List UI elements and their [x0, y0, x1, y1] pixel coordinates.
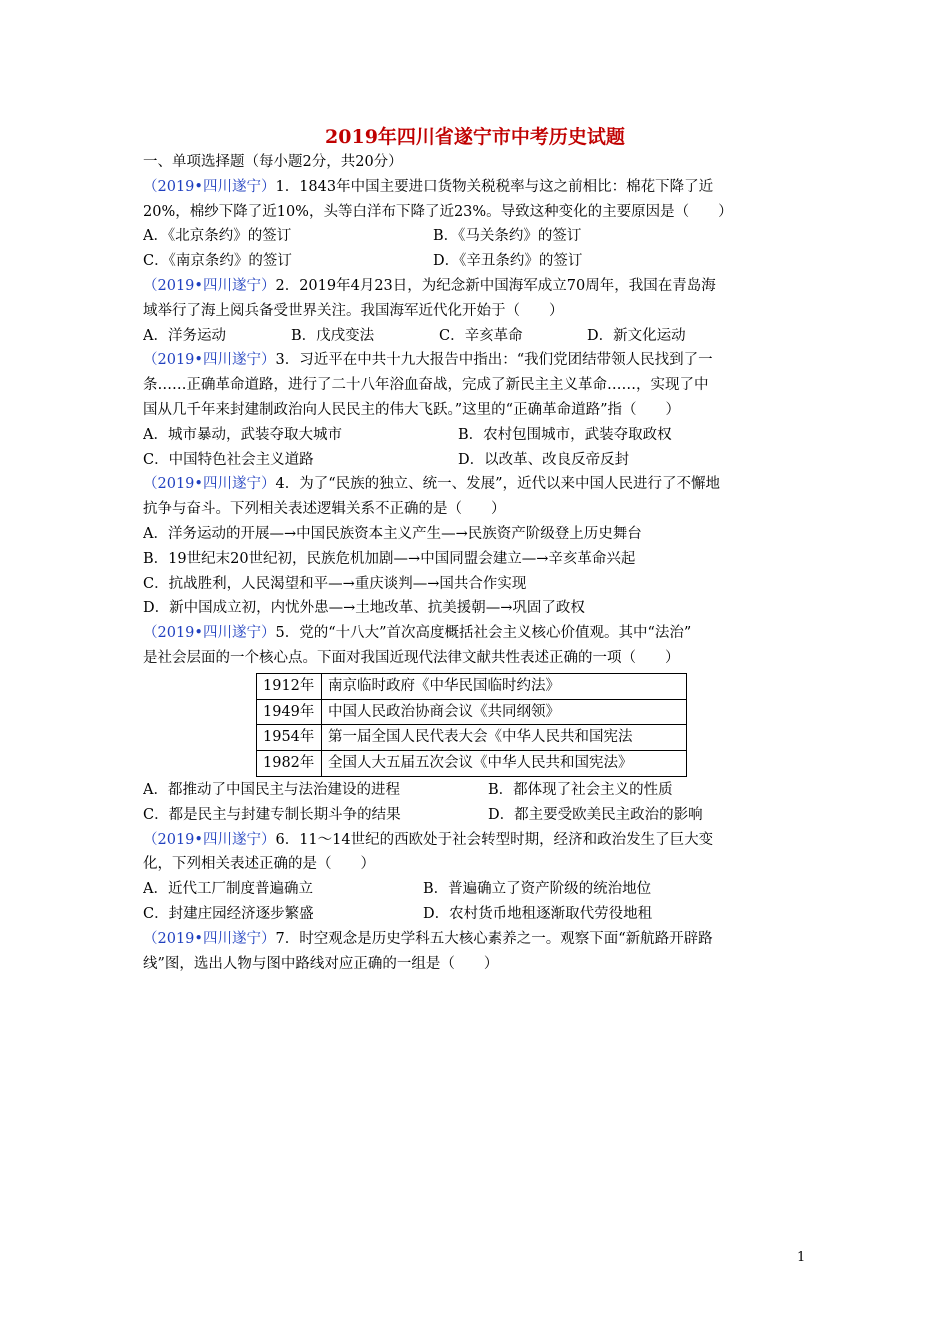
option-a: A．城市暴动，武装夺取大城市	[143, 426, 342, 443]
question-5-line-1: （2019•四川遂宁）5．党的“十八大”首次高度概括社会主义核心价值观。其中“法治”	[143, 625, 692, 642]
question-4-line-1: （2019•四川遂宁）4．为了“民族的独立、统一、发展”，近代以来中国人民进行了不懈地	[143, 476, 721, 493]
option-b: B．农村包围城市，武装夺取政权	[458, 426, 672, 443]
option-d: D．《辛丑条约》的签订	[433, 253, 583, 270]
table-cell-year: 1982年	[257, 751, 322, 777]
option-c: C．都是民主与封建专制长期斗争的结果	[143, 806, 401, 823]
option-d: D．以改革、改良反帝反封	[458, 451, 630, 468]
option-a: A．都推动了中国民主与法治建设的进程	[143, 781, 400, 798]
question-6-line-2: 化，下列相关表述正确的是（ ）	[143, 856, 375, 873]
table-row	[257, 673, 687, 699]
option-b: B．普遍确立了资产阶级的统治地位	[423, 881, 652, 898]
option-d: D．农村货币地租逐渐取代劳役地租	[423, 905, 653, 922]
table-row	[257, 699, 687, 725]
question-3-line-2: 条……正确革命道路，进行了二十八年浴血奋战，完成了新民主主义革命……，实现了中	[143, 377, 709, 394]
option-c: C．《南京条约》的签订	[143, 253, 292, 270]
question-source: （2019•四川遂宁）	[143, 625, 276, 642]
question-3-line-1: （2019•四川遂宁）3．习近平在中共十九大报告中指出：“我们党团结带领人民找到了一	[143, 352, 713, 369]
question-source: （2019•四川遂宁）	[143, 831, 276, 848]
question-2-options	[143, 324, 811, 349]
page-title: 2019年四川省遂宁市中考历史试题	[325, 126, 625, 148]
option-d: D．都主要受欧美民主政治的影响	[488, 806, 703, 823]
question-1-line-2: 20%，棉纱下降了近10%，头等白洋布下降了近23%。导致这种变化的主要原因是（ ）	[143, 203, 733, 220]
option-b: B．戊戌变法	[291, 327, 375, 344]
question-6-options-row-1	[143, 877, 811, 902]
table-cell-year: 1912年	[257, 673, 322, 699]
option-a: A．《北京条约》的签订	[143, 228, 292, 245]
option-c: C．辛亥革命	[439, 327, 523, 344]
question-1-options-row-1	[143, 224, 811, 249]
option-a: A．近代工厂制度普遍确立	[143, 881, 313, 898]
option-b: B．19世纪末20世纪初，民族危机加剧—→中国同盟会建立—→辛亥革命兴起	[143, 550, 636, 567]
option-a: A．洋务运动	[143, 327, 226, 344]
option-c: C．中国特色社会主义道路	[143, 451, 314, 468]
exam-content	[143, 150, 811, 976]
table-cell-document: 南京临时政府《中华民国临时约法》	[322, 673, 687, 699]
option-d: D．新文化运动	[587, 327, 686, 344]
table-cell-year: 1954年	[257, 725, 322, 751]
question-5-line-2: 是社会层面的一个核心点。下面对我国近现代法律文献共性表述正确的一项（ ）	[143, 649, 680, 666]
option-c: C．抗战胜利，人民渴望和平—→重庆谈判—→国共合作实现	[143, 575, 527, 592]
section-heading: 一、单项选择题（每小题2分，共20分）	[143, 154, 403, 170]
table-cell-document: 中国人民政治协商会议《共同纲领》	[322, 699, 687, 725]
table-cell-document: 全国人大五届五次会议《中华人民共和国宪法》	[322, 751, 687, 777]
table-row	[257, 725, 687, 751]
question-5-options-row-2	[143, 803, 811, 828]
question-source: （2019•四川遂宁）	[143, 352, 276, 369]
table-cell-document: 第一届全国人民代表大会《中华人民共和国宪法	[322, 725, 687, 751]
option-a: A．洋务运动的开展—→中国民族资本主义产生—→民族资产阶级登上历史舞台	[143, 525, 642, 542]
question-7-line-1: （2019•四川遂宁）7．时空观念是历史学科五大核心素养之一。观察下面“新航路开辟路	[143, 930, 713, 947]
law-documents-table	[256, 673, 687, 777]
table-row	[257, 751, 687, 777]
question-4-line-2: 抗争与奋斗。下列相关表述逻辑关系不正确的是（ ）	[143, 501, 506, 518]
option-d: D．新中国成立初，内忧外患—→土地改革、抗美援朝—→巩固了政权	[143, 600, 585, 617]
question-2-line-2: 域举行了海上阅兵备受世界关注。我国海军近代化开始于（ ）	[143, 302, 564, 319]
question-2-line-1: （2019•四川遂宁）2．2019年4月23日，为纪念新中国海军成立70周年，我国在青岛海	[143, 277, 716, 294]
page-number: 1	[797, 1250, 806, 1265]
question-1-line-1: （2019•四川遂宁）1．1843年中国主要进口货物关税税率与这之前相比：棉花下降了近	[143, 178, 714, 195]
question-5-options-row-1	[143, 778, 811, 803]
option-c: C．封建庄园经济逐步繁盛	[143, 905, 314, 922]
question-3-options-row-2	[143, 448, 811, 473]
question-3-line-3: 国从几千年来封建制政治向人民民主的伟大飞跃。”这里的“正确革命道路”指（ ）	[143, 401, 680, 418]
question-6-line-1: （2019•四川遂宁）6．11～14世纪的西欧处于社会转型时期，经济和政治发生了巨大变	[143, 831, 714, 848]
question-7-line-2: 线”图，选出人物与图中路线对应正确的一组是（ ）	[143, 955, 499, 972]
option-b: B．都体现了社会主义的性质	[488, 781, 673, 798]
question-1-options-row-2	[143, 249, 811, 274]
question-source: （2019•四川遂宁）	[143, 178, 276, 195]
question-3-options-row-1	[143, 423, 811, 448]
question-6-options-row-2	[143, 902, 811, 927]
question-source: （2019•四川遂宁）	[143, 930, 276, 947]
option-b: B．《马关条约》的签订	[433, 228, 582, 245]
table-cell-year: 1949年	[257, 699, 322, 725]
question-source: （2019•四川遂宁）	[143, 476, 276, 493]
question-source: （2019•四川遂宁）	[143, 277, 276, 294]
